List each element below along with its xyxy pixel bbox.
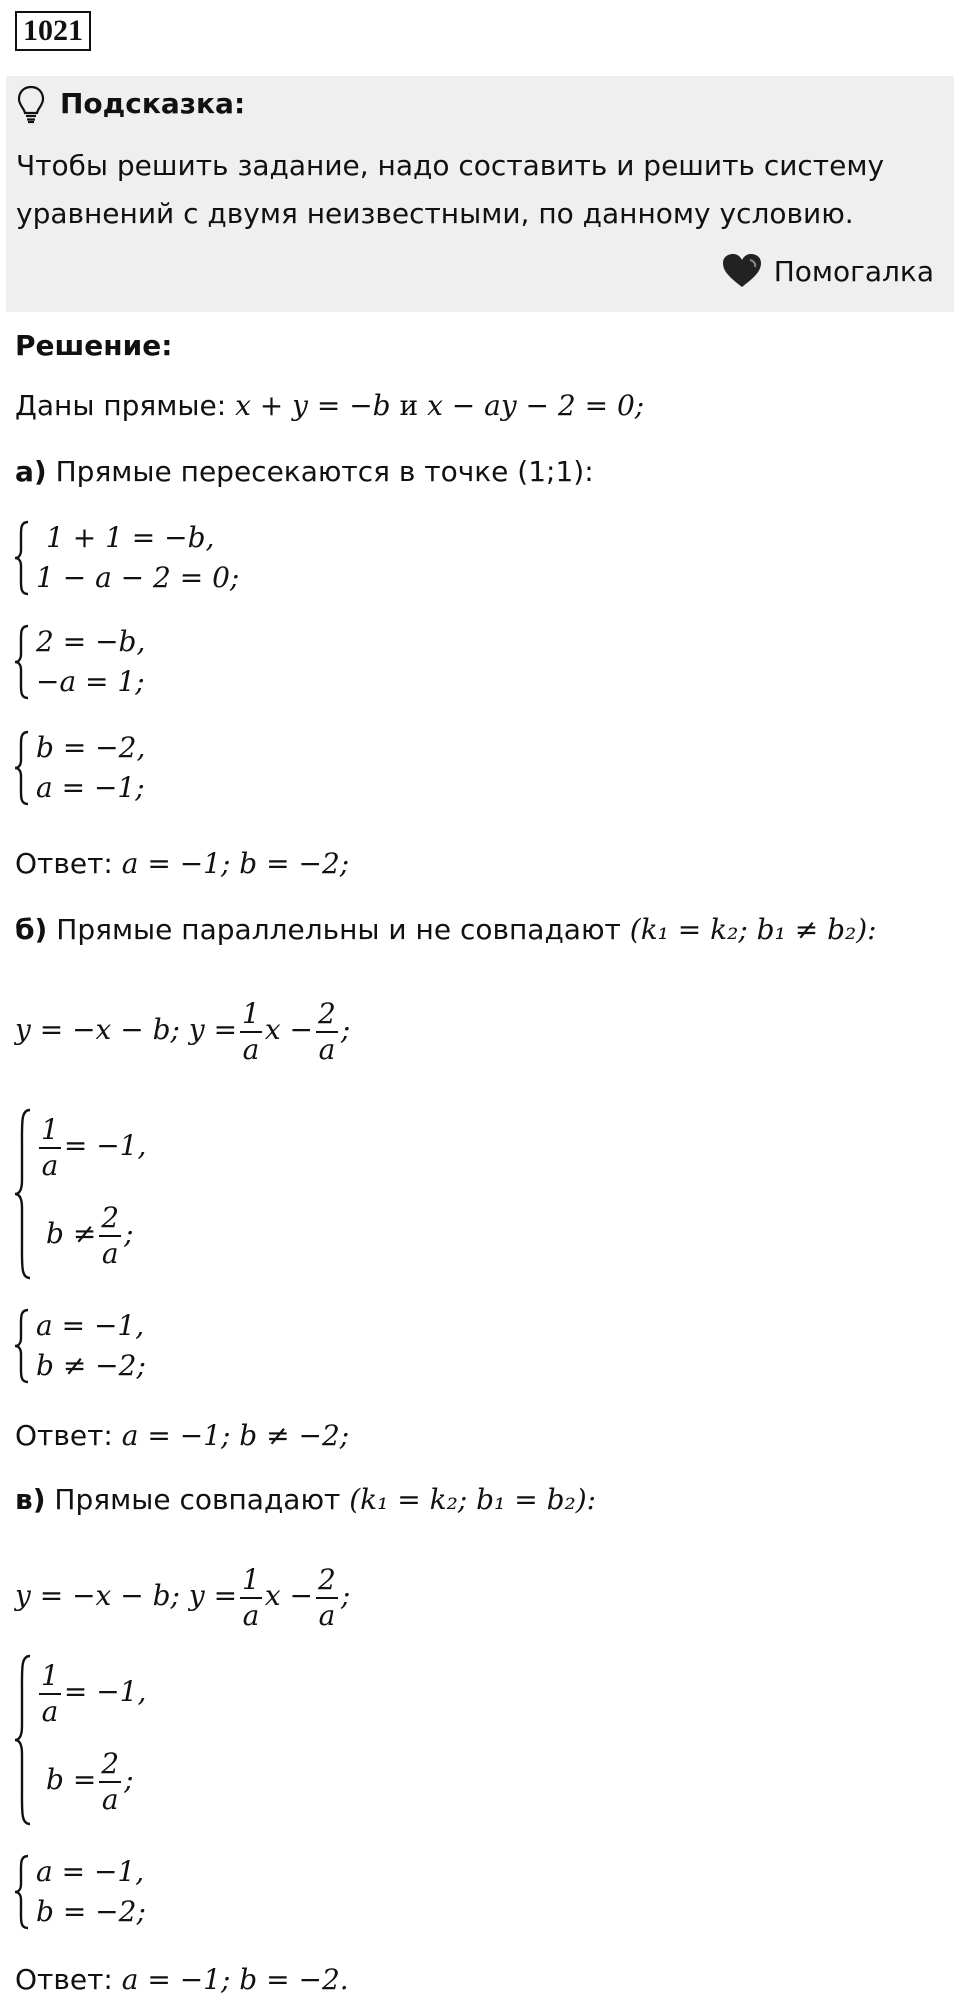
- solution-heading: Решение:: [15, 329, 173, 362]
- given-label: Даны прямые:: [15, 389, 227, 422]
- brace-icon: [12, 1852, 32, 1932]
- brace-icon: [12, 1652, 34, 1828]
- lightbulb-icon: [16, 84, 46, 124]
- brace-icon: [12, 518, 32, 598]
- system-b2-row-2: b ≠ −2;: [36, 1349, 146, 1382]
- answer-a-value: a = −1; b = −2;: [121, 847, 350, 880]
- heart-icon: [721, 252, 763, 290]
- system-a2-row-2: −a = 1;: [36, 665, 145, 698]
- fraction-2-over-a: $\frac{2}{a}$: [318, 996, 336, 1066]
- system-a1-row-1: 1 + 1 = −b,: [46, 521, 215, 554]
- equation-1: x + y = −b: [235, 389, 391, 422]
- line-equations-c: y = −x − b; y = $\frac{1}{a}$ x − $\frac{2}{a}$ ;: [15, 1562, 351, 1632]
- part-c-heading: [15, 1480, 596, 1520]
- answer-a-label: Ответ:: [15, 847, 113, 880]
- answer-b: [15, 1416, 349, 1456]
- brace-icon: [12, 1306, 32, 1386]
- part-b-condition: (k₁ = k₂; b₁ ≠ b₂):: [629, 913, 877, 946]
- brace-icon: [12, 622, 32, 702]
- line-eq-b-left: y = −x − b; y =: [15, 1013, 238, 1046]
- system-a2-row-1: 2 = −b,: [36, 625, 146, 658]
- brace-icon: [12, 728, 32, 808]
- part-c-label: в): [15, 1483, 46, 1516]
- answer-c: [15, 1960, 349, 2000]
- problem-number: 1021: [15, 11, 91, 51]
- system-c1-row-1: $\frac{1}{a}$ = −1,: [41, 1658, 147, 1728]
- given-lines: [15, 386, 644, 426]
- system-c1-row-2: b = $\frac{2}{a}$ ;: [46, 1746, 134, 1816]
- answer-b-value: a = −1; b ≠ −2;: [121, 1419, 350, 1452]
- answer-c-value: a = −1; b = −2.: [121, 1963, 349, 1996]
- hint-box: [6, 76, 954, 312]
- part-c-text: Прямые совпадают: [54, 1483, 341, 1516]
- answer-b-label: Ответ:: [15, 1419, 113, 1452]
- answer-c-label: Ответ:: [15, 1963, 113, 1996]
- system-a3-row-2: a = −1;: [36, 771, 145, 804]
- answer-a: [15, 844, 349, 884]
- system-b2-row-1: a = −1,: [36, 1309, 145, 1342]
- hint-title: Подсказка:: [60, 87, 246, 120]
- equation-2: x − ay − 2 = 0;: [427, 389, 645, 422]
- system-c2-row-2: b = −2;: [36, 1895, 146, 1928]
- x-minus: x −: [264, 1579, 314, 1612]
- credit-label: Помогалка: [773, 255, 934, 288]
- system-b1-row-1: $\frac{1}{a}$ = −1,: [41, 1112, 147, 1182]
- part-b-label: б): [15, 913, 48, 946]
- part-a-text: Прямые пересекаются в точке (1;1):: [55, 455, 594, 488]
- part-a-label: а): [15, 455, 47, 488]
- system-c2-row-1: a = −1,: [36, 1855, 145, 1888]
- part-a-heading: [15, 452, 594, 492]
- line-eq-c-left: y = −x − b; y =: [15, 1579, 238, 1612]
- part-b-heading: [15, 910, 877, 950]
- part-b-text: Прямые параллельны и не совпадают: [56, 913, 621, 946]
- and-word: и: [399, 389, 419, 422]
- fraction-1-over-a: $\frac{1}{a}$: [242, 1562, 260, 1632]
- system-b1-row-2: b ≠ $\frac{2}{a}$ ;: [46, 1200, 134, 1270]
- system-a1-row-2: 1 − a − 2 = 0;: [36, 561, 240, 594]
- system-a3-row-1: b = −2,: [36, 731, 146, 764]
- x-minus: x −: [264, 1013, 314, 1046]
- fraction-1-over-a: $\frac{1}{a}$: [242, 996, 260, 1066]
- part-c-condition: (k₁ = k₂; b₁ = b₂):: [349, 1483, 597, 1516]
- fraction-2-over-a: $\frac{2}{a}$: [318, 1562, 336, 1632]
- hint-text: Чтобы решить задание, надо составить и решить систему уравнений с двумя неизвестными, по данному условию.: [16, 149, 885, 230]
- brace-icon: [12, 1106, 34, 1282]
- line-equations-b: y = −x − b; y = $\frac{1}{a}$ x − $\frac{2}{a}$ ;: [15, 996, 351, 1066]
